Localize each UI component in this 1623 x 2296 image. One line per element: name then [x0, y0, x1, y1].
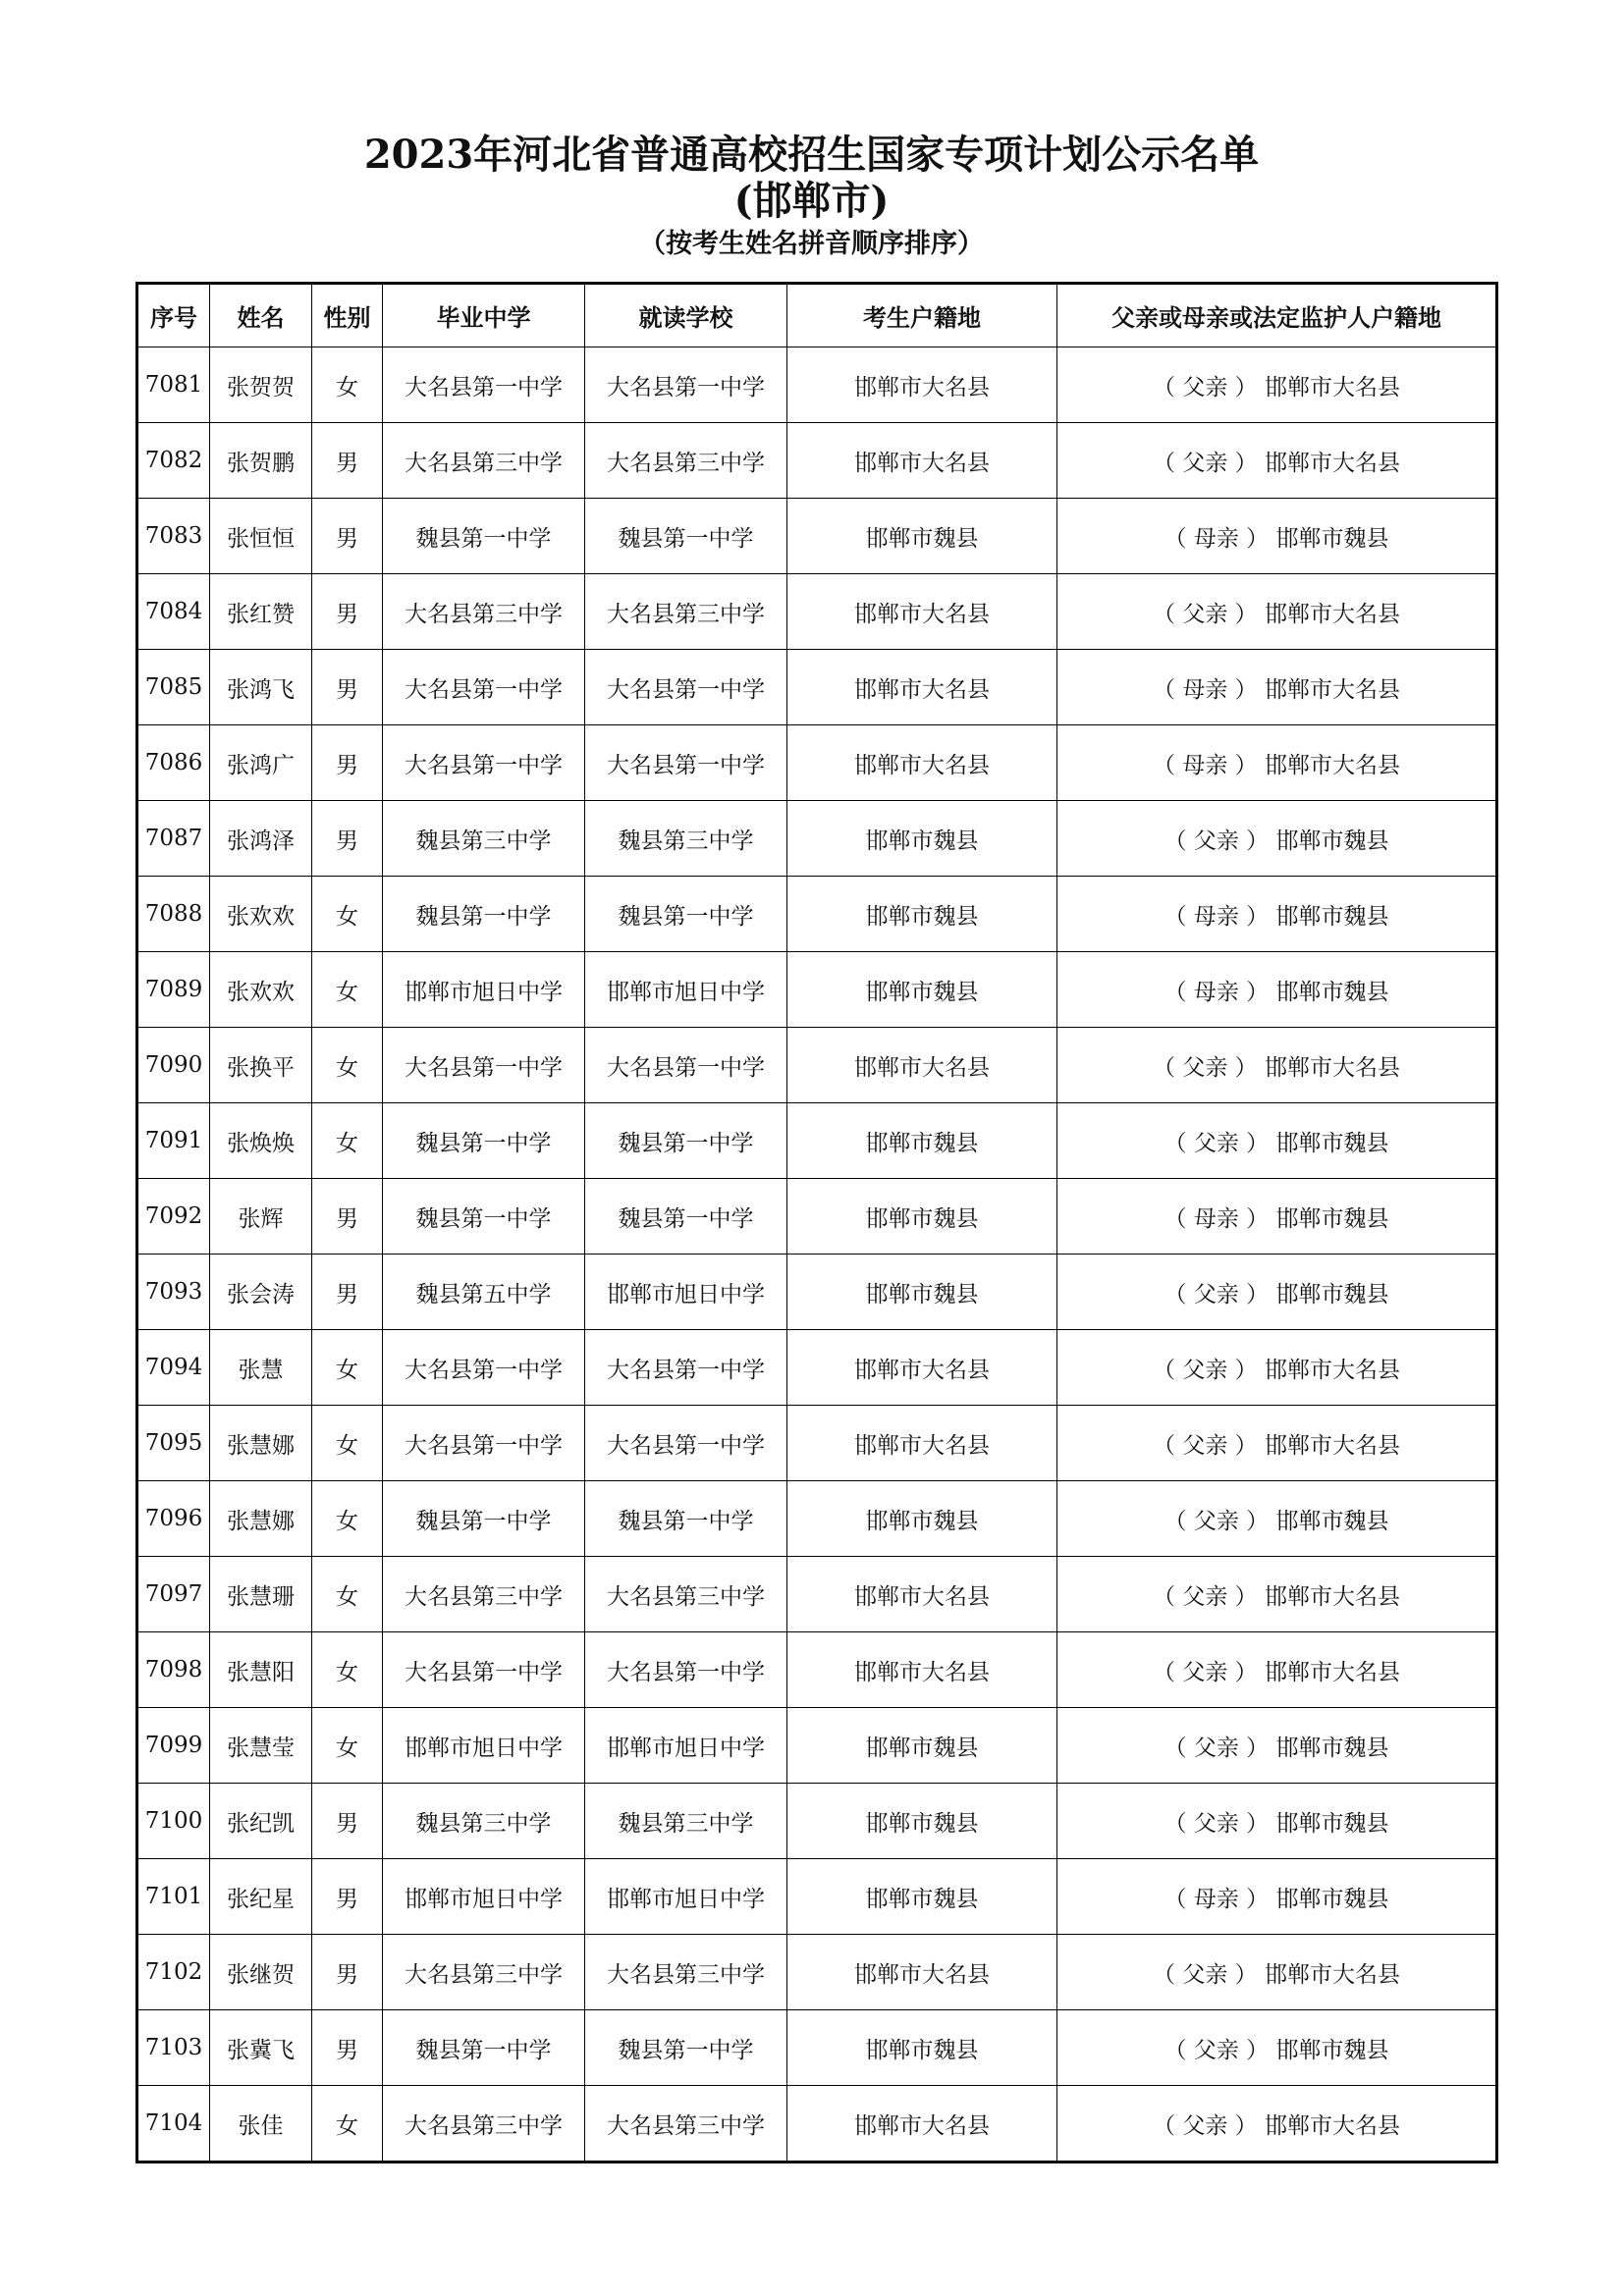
cell-current-school: 邯郸市旭日中学: [585, 1708, 787, 1784]
cell-current-school: 魏县第一中学: [585, 877, 787, 952]
cell-gender: 男: [312, 574, 383, 650]
table-row: [137, 1935, 1497, 2010]
cell-current-school: 魏县第一中学: [585, 1103, 787, 1179]
table-row: [137, 952, 1497, 1028]
cell-grad-school: 大名县第一中学: [383, 1406, 585, 1481]
cell-grad-school: 魏县第一中学: [383, 499, 585, 574]
cell-guardian-hukou: （ 父亲 ） 邯郸市魏县: [1057, 1708, 1497, 1784]
cell-no: 7084: [137, 574, 210, 650]
table-row: [137, 574, 1497, 650]
cell-gender: 男: [312, 423, 383, 499]
cell-name: 张慧娜: [210, 1481, 312, 1557]
cell-name: 张会涛: [210, 1255, 312, 1330]
table-row: [137, 1557, 1497, 1632]
cell-no: 7083: [137, 499, 210, 574]
cell-guardian-hukou: （ 父亲 ） 邯郸市大名县: [1057, 1632, 1497, 1708]
cell-grad-school: 大名县第一中学: [383, 725, 585, 801]
cell-name: 张慧阳: [210, 1632, 312, 1708]
cell-gender: 女: [312, 1557, 383, 1632]
cell-current-school: 大名县第三中学: [585, 574, 787, 650]
cell-gender: 女: [312, 1708, 383, 1784]
cell-no: 7100: [137, 1784, 210, 1859]
cell-gender: 男: [312, 1859, 383, 1935]
cell-name: 张鸿飞: [210, 650, 312, 725]
cell-guardian-hukou: （ 父亲 ） 邯郸市魏县: [1057, 1481, 1497, 1557]
cell-name: 张换平: [210, 1028, 312, 1103]
cell-current-school: 魏县第一中学: [585, 499, 787, 574]
column-header-grad-school: 毕业中学: [383, 284, 585, 347]
cell-name: 张纪凯: [210, 1784, 312, 1859]
cell-no: 7082: [137, 423, 210, 499]
table-row: [137, 499, 1497, 574]
cell-gender: 男: [312, 1935, 383, 2010]
cell-name: 张继贺: [210, 1935, 312, 2010]
table-row: [137, 1632, 1497, 1708]
cell-guardian-hukou: （ 父亲 ） 邯郸市魏县: [1057, 801, 1497, 877]
cell-no: 7092: [137, 1179, 210, 1255]
cell-no: 7096: [137, 1481, 210, 1557]
table-row: [137, 650, 1497, 725]
cell-guardian-hukou: （ 父亲 ） 邯郸市大名县: [1057, 2086, 1497, 2163]
cell-guardian-hukou: （ 父亲 ） 邯郸市魏县: [1057, 1255, 1497, 1330]
cell-grad-school: 大名县第三中学: [383, 1935, 585, 2010]
cell-no: 7098: [137, 1632, 210, 1708]
cell-current-school: 大名县第一中学: [585, 725, 787, 801]
cell-gender: 男: [312, 725, 383, 801]
cell-gender: 女: [312, 1481, 383, 1557]
page-title: 2023年河北省普通高校招生国家专项计划公示名单: [363, 132, 1260, 178]
cell-grad-school: 邯郸市旭日中学: [383, 1859, 585, 1935]
cell-grad-school: 大名县第一中学: [383, 1632, 585, 1708]
cell-name: 张鸿泽: [210, 801, 312, 877]
cell-name: 张贺鹏: [210, 423, 312, 499]
cell-grad-school: 魏县第一中学: [383, 1179, 585, 1255]
table-row: [137, 801, 1497, 877]
cell-gender: 女: [312, 2086, 383, 2163]
cell-hukou: 邯郸市魏县: [787, 877, 1057, 952]
cell-grad-school: 魏县第五中学: [383, 1255, 585, 1330]
cell-grad-school: 大名县第一中学: [383, 347, 585, 423]
column-header-no: 序号: [137, 284, 210, 347]
cell-hukou: 邯郸市魏县: [787, 1708, 1057, 1784]
cell-guardian-hukou: （ 父亲 ） 邯郸市大名县: [1057, 423, 1497, 499]
cell-hukou: 邯郸市大名县: [787, 2086, 1057, 2163]
cell-no: 7094: [137, 1330, 210, 1406]
cell-no: 7101: [137, 1859, 210, 1935]
cell-guardian-hukou: （ 父亲 ） 邯郸市魏县: [1057, 1103, 1497, 1179]
cell-no: 7103: [137, 2010, 210, 2086]
cell-name: 张焕焕: [210, 1103, 312, 1179]
cell-name: 张慧珊: [210, 1557, 312, 1632]
table-row: [137, 1481, 1497, 1557]
cell-guardian-hukou: （ 母亲 ） 邯郸市魏县: [1057, 952, 1497, 1028]
cell-hukou: 邯郸市魏县: [787, 1784, 1057, 1859]
cell-guardian-hukou: （ 父亲 ） 邯郸市大名县: [1057, 347, 1497, 423]
cell-name: 张辉: [210, 1179, 312, 1255]
cell-hukou: 邯郸市魏县: [787, 1859, 1057, 1935]
cell-grad-school: 魏县第一中学: [383, 1103, 585, 1179]
cell-gender: 男: [312, 1255, 383, 1330]
cell-grad-school: 邯郸市旭日中学: [383, 952, 585, 1028]
cell-current-school: 魏县第三中学: [585, 1784, 787, 1859]
cell-hukou: 邯郸市大名县: [787, 1557, 1057, 1632]
column-header-guardian-hukou: 父亲或母亲或法定监护人户籍地: [1057, 284, 1497, 347]
cell-no: 7086: [137, 725, 210, 801]
roster-table: [135, 282, 1498, 2163]
cell-hukou: 邯郸市大名县: [787, 1935, 1057, 2010]
table-body: [137, 347, 1497, 2163]
cell-hukou: 邯郸市魏县: [787, 2010, 1057, 2086]
cell-current-school: 魏县第一中学: [585, 1481, 787, 1557]
cell-grad-school: 大名县第三中学: [383, 574, 585, 650]
cell-hukou: 邯郸市大名县: [787, 1330, 1057, 1406]
cell-guardian-hukou: （ 父亲 ） 邯郸市大名县: [1057, 1406, 1497, 1481]
cell-current-school: 大名县第三中学: [585, 1935, 787, 2010]
cell-guardian-hukou: （ 母亲 ） 邯郸市大名县: [1057, 650, 1497, 725]
table-row: [137, 2010, 1497, 2086]
cell-guardian-hukou: （ 母亲 ） 邯郸市魏县: [1057, 877, 1497, 952]
cell-guardian-hukou: （ 母亲 ） 邯郸市魏县: [1057, 1179, 1497, 1255]
table-row: [137, 1255, 1497, 1330]
cell-gender: 男: [312, 1784, 383, 1859]
cell-grad-school: 大名县第一中学: [383, 650, 585, 725]
cell-current-school: 大名县第一中学: [585, 1028, 787, 1103]
cell-hukou: 邯郸市大名县: [787, 650, 1057, 725]
cell-hukou: 邯郸市大名县: [787, 725, 1057, 801]
cell-grad-school: 大名县第一中学: [383, 1330, 585, 1406]
table-row: [137, 1708, 1497, 1784]
cell-no: 7089: [137, 952, 210, 1028]
cell-no: 7090: [137, 1028, 210, 1103]
page-subtitle: (邯郸市): [733, 178, 890, 224]
table-row: [137, 1330, 1497, 1406]
cell-no: 7081: [137, 347, 210, 423]
cell-grad-school: 大名县第一中学: [383, 1028, 585, 1103]
cell-hukou: 邯郸市魏县: [787, 1481, 1057, 1557]
cell-current-school: 大名县第三中学: [585, 2086, 787, 2163]
cell-grad-school: 大名县第三中学: [383, 423, 585, 499]
cell-guardian-hukou: （ 父亲 ） 邯郸市大名县: [1057, 1557, 1497, 1632]
cell-current-school: 魏县第一中学: [585, 2010, 787, 2086]
cell-gender: 男: [312, 499, 383, 574]
cell-hukou: 邯郸市魏县: [787, 499, 1057, 574]
cell-gender: 女: [312, 877, 383, 952]
cell-hukou: 邯郸市大名县: [787, 347, 1057, 423]
cell-name: 张冀飞: [210, 2010, 312, 2086]
cell-gender: 女: [312, 1103, 383, 1179]
cell-hukou: 邯郸市魏县: [787, 952, 1057, 1028]
cell-hukou: 邯郸市大名县: [787, 423, 1057, 499]
cell-guardian-hukou: （ 母亲 ） 邯郸市大名县: [1057, 725, 1497, 801]
cell-name: 张慧娜: [210, 1406, 312, 1481]
cell-current-school: 魏县第一中学: [585, 1179, 787, 1255]
column-header-current-school: 就读学校: [585, 284, 787, 347]
cell-current-school: 大名县第一中学: [585, 1330, 787, 1406]
table-row: [137, 877, 1497, 952]
cell-grad-school: 魏县第三中学: [383, 1784, 585, 1859]
cell-name: 张欢欢: [210, 952, 312, 1028]
column-header-name: 姓名: [210, 284, 312, 347]
cell-guardian-hukou: （ 父亲 ） 邯郸市大名县: [1057, 1330, 1497, 1406]
cell-no: 7087: [137, 801, 210, 877]
cell-name: 张佳: [210, 2086, 312, 2163]
cell-grad-school: 大名县第三中学: [383, 1557, 585, 1632]
cell-guardian-hukou: （ 母亲 ） 邯郸市魏县: [1057, 499, 1497, 574]
cell-hukou: 邯郸市魏县: [787, 1103, 1057, 1179]
cell-grad-school: 魏县第一中学: [383, 2010, 585, 2086]
cell-gender: 男: [312, 1179, 383, 1255]
cell-hukou: 邯郸市魏县: [787, 1179, 1057, 1255]
cell-current-school: 大名县第三中学: [585, 1557, 787, 1632]
cell-name: 张慧: [210, 1330, 312, 1406]
cell-gender: 女: [312, 1028, 383, 1103]
cell-grad-school: 魏县第三中学: [383, 801, 585, 877]
cell-name: 张欢欢: [210, 877, 312, 952]
cell-no: 7085: [137, 650, 210, 725]
cell-no: 7095: [137, 1406, 210, 1481]
cell-gender: 女: [312, 1632, 383, 1708]
cell-hukou: 邯郸市大名县: [787, 1406, 1057, 1481]
cell-guardian-hukou: （ 父亲 ） 邯郸市大名县: [1057, 574, 1497, 650]
table-row: [137, 2086, 1497, 2163]
cell-current-school: 大名县第三中学: [585, 423, 787, 499]
cell-no: 7099: [137, 1708, 210, 1784]
cell-guardian-hukou: （ 父亲 ） 邯郸市大名县: [1057, 1935, 1497, 2010]
cell-no: 7091: [137, 1103, 210, 1179]
cell-current-school: 魏县第三中学: [585, 801, 787, 877]
cell-name: 张恒恒: [210, 499, 312, 574]
column-header-hukou: 考生户籍地: [787, 284, 1057, 347]
cell-current-school: 大名县第一中学: [585, 1632, 787, 1708]
cell-gender: 女: [312, 347, 383, 423]
cell-guardian-hukou: （ 父亲 ） 邯郸市大名县: [1057, 1028, 1497, 1103]
cell-hukou: 邯郸市魏县: [787, 801, 1057, 877]
table-row: [137, 1179, 1497, 1255]
table-row: [137, 1028, 1497, 1103]
cell-name: 张慧莹: [210, 1708, 312, 1784]
cell-gender: 男: [312, 2010, 383, 2086]
cell-grad-school: 大名县第三中学: [383, 2086, 585, 2163]
cell-hukou: 邯郸市魏县: [787, 1255, 1057, 1330]
table-row: [137, 1406, 1497, 1481]
cell-current-school: 大名县第一中学: [585, 650, 787, 725]
header-row: [137, 284, 1497, 347]
cell-current-school: 大名县第一中学: [585, 1406, 787, 1481]
table-row: [137, 725, 1497, 801]
cell-no: 7097: [137, 1557, 210, 1632]
cell-current-school: 大名县第一中学: [585, 347, 787, 423]
cell-name: 张纪星: [210, 1859, 312, 1935]
cell-no: 7102: [137, 1935, 210, 2010]
cell-guardian-hukou: （ 母亲 ） 邯郸市魏县: [1057, 1859, 1497, 1935]
cell-hukou: 邯郸市大名县: [787, 1632, 1057, 1708]
column-header-gender: 性别: [312, 284, 383, 347]
cell-gender: 男: [312, 650, 383, 725]
cell-grad-school: 魏县第一中学: [383, 877, 585, 952]
cell-name: 张贺贺: [210, 347, 312, 423]
table-row: [137, 423, 1497, 499]
cell-name: 张鸿广: [210, 725, 312, 801]
cell-guardian-hukou: （ 父亲 ） 邯郸市魏县: [1057, 2010, 1497, 2086]
cell-current-school: 邯郸市旭日中学: [585, 952, 787, 1028]
cell-grad-school: 魏县第一中学: [383, 1481, 585, 1557]
cell-gender: 女: [312, 1330, 383, 1406]
table-row: [137, 1784, 1497, 1859]
cell-no: 7104: [137, 2086, 210, 2163]
cell-no: 7088: [137, 877, 210, 952]
table-row: [137, 347, 1497, 423]
cell-grad-school: 邯郸市旭日中学: [383, 1708, 585, 1784]
table-row: [137, 1103, 1497, 1179]
cell-current-school: 邯郸市旭日中学: [585, 1859, 787, 1935]
cell-hukou: 邯郸市大名县: [787, 574, 1057, 650]
cell-name: 张红赞: [210, 574, 312, 650]
cell-guardian-hukou: （ 父亲 ） 邯郸市魏县: [1057, 1784, 1497, 1859]
sort-note: （按考生姓名拼音顺序排序）: [639, 229, 984, 259]
cell-gender: 男: [312, 801, 383, 877]
cell-hukou: 邯郸市大名县: [787, 1028, 1057, 1103]
cell-gender: 女: [312, 1406, 383, 1481]
cell-current-school: 邯郸市旭日中学: [585, 1255, 787, 1330]
cell-no: 7093: [137, 1255, 210, 1330]
table-row: [137, 1859, 1497, 1935]
cell-gender: 女: [312, 952, 383, 1028]
table-header: [137, 284, 1497, 347]
